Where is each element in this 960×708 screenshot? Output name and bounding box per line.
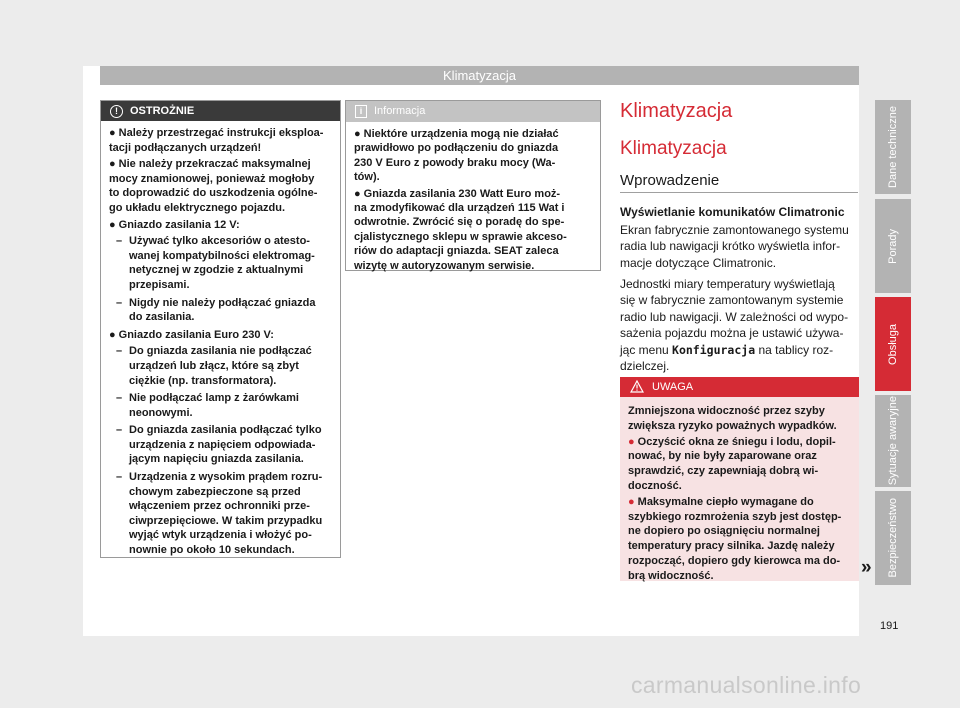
info-item: ● Gniazda zasilania 230 Watt Euro moż- na zmodyfikować dla urządzeń 115 Wat i odwrotnie. Zwrócić się o poradę do spe- cjalistycznego sklepu w sprawie akceso- riów do adaptacji gniazda. SEAT zaleca wizytę w autoryzowanym serwisie. [354,187,567,272]
page-number: 191 [880,620,899,632]
caution-body [101,121,340,558]
warning-title: UWAGA [652,381,694,393]
caution-subitem: – Nigdy nie należy podłączać gniazda do zasilania. [116,296,316,324]
paragraph-title: Wyświetlanie komunikatów Climatronic [620,205,845,219]
info-body [346,122,600,273]
caution-box [100,100,341,558]
caution-subitem: – Urządzenia z wysokim prądem rozru- chowym zabezpieczone są przed włączeniem przez ochronniki prze- ciwprzepięciowe. W takim przypadku wyjąć wtyk urządzenia i włożyć po- nownie po około 10 sekundach. [116,471,323,557]
warning-header [620,377,859,397]
bullet-dot: ● [109,127,116,139]
exclamation-circle-icon: ! [110,105,123,118]
warning-item: ● Maksymalne ciepło wymagane do szybkiego rozmrożenia szyb jest dostęp- ne dopiero po osiągnięciu normalnej temperatury pracy silnika. Jazdę należy rozpocząć, dopiero gdy kierowca ma do- brą widoczność. [628,495,842,582]
tab-sytuacje-awaryjne[interactable]: Sytuacje awaryjne [875,395,911,487]
caution-item: ● Gniazdo zasilania Euro 230 V: [109,328,274,341]
warning-box [620,377,859,581]
bullet-dot: ● [628,495,635,508]
tab-bezpieczenstwo[interactable]: Bezpieczeństwo [875,491,911,585]
subsection-heading: Wprowadzenie [620,172,720,189]
menu-name: Konfiguracja [672,342,756,357]
warning-item: ● Oczyścić okna ze śniegu i lodu, dopil- nować, by nie były zaparowane oraz sprawdzić, czy zapewniają dobrą wi- doczność. [628,435,836,492]
intro-paragraph: Ekran fabrycznie zamontowanego systemu radia lub nawigacji krótko wyświetla infor- macje dotyczące Climatronic. [620,223,849,270]
info-item: ● Niektóre urządzenia mogą nie działać prawidłowo po podłączeniu do gniazda 230 V Euro z powody braku mocy (Wa- tów). [354,128,559,184]
tab-porady[interactable]: Porady [875,199,911,293]
info-header [346,101,600,122]
watermark: carmanualsonline.info [631,672,862,698]
bullet-dot: ● [109,158,116,171]
continued-arrow-icon: » [861,557,872,578]
page-header: Klimatyzacja [100,66,859,85]
bullet-dot: ● [109,328,116,341]
caution-subitem: – Do gniazda zasilania nie podłączać urządzeń lub złącz, które są zbyt ciężkie (np. transformatora). [116,345,312,387]
tab-dane-techniczne[interactable]: Dane techniczne [875,100,911,194]
bullet-dot: ● [628,435,635,448]
chapter-title: Klimatyzacja [620,100,733,122]
units-paragraph: Jednostki miary temperatury wyświetlają się w fabrycznie zamontowanym systemie radio lub nawigacji. W zależności od wypo- sażenia pojazdu można je ustawić używa- jąc menu Konfiguracja na tablicy roz- dzielczej. [620,277,849,374]
heading-divider [620,192,858,193]
info-title: Informacja [374,105,426,117]
warning-body [620,397,859,584]
section-heading: Klimatyzacja [620,138,727,159]
warning-triangle-icon [630,380,644,393]
caution-subitem: – Do gniazda zasilania podłączać tylko urządzenia z napięciem odpowiada- jącym napięciu gniazda zasilania. [116,424,322,466]
warning-intro: Zmniejszona widoczność przez szyby zwiększa ryzyko poważnych wypadków. [628,405,837,432]
info-icon: i [355,105,367,118]
tab-obsluga[interactable]: Obsługa [875,297,911,391]
caution-item: ● Należy przestrzegać instrukcji eksploa- tacji podłączanych urządzeń! [109,127,324,154]
caution-item: ● Gniazdo zasilania 12 V: [109,218,240,231]
caution-subitem: – Używać tylko akcesoriów o atesto- wanej kompatybilności elektromag- netycznej w zgodzie z aktualnymi przepisami. [116,235,315,291]
caution-subitem: – Nie podłączać lamp z żarówkami neonowymi. [116,392,299,419]
caution-item: ● Nie należy przekraczać maksymalnej mocy znamionowej, ponieważ mogłoby to doprowadzić do uszkodzenia ogólne- go układu elektrycznego pojazdu. [109,158,318,214]
info-box [345,100,601,271]
caution-title: OSTROŻNIE [130,105,195,117]
caution-header [101,101,340,121]
bullet-dot: ● [354,128,361,140]
bullet-dot: ● [354,187,361,200]
bullet-dot: ● [109,218,116,231]
